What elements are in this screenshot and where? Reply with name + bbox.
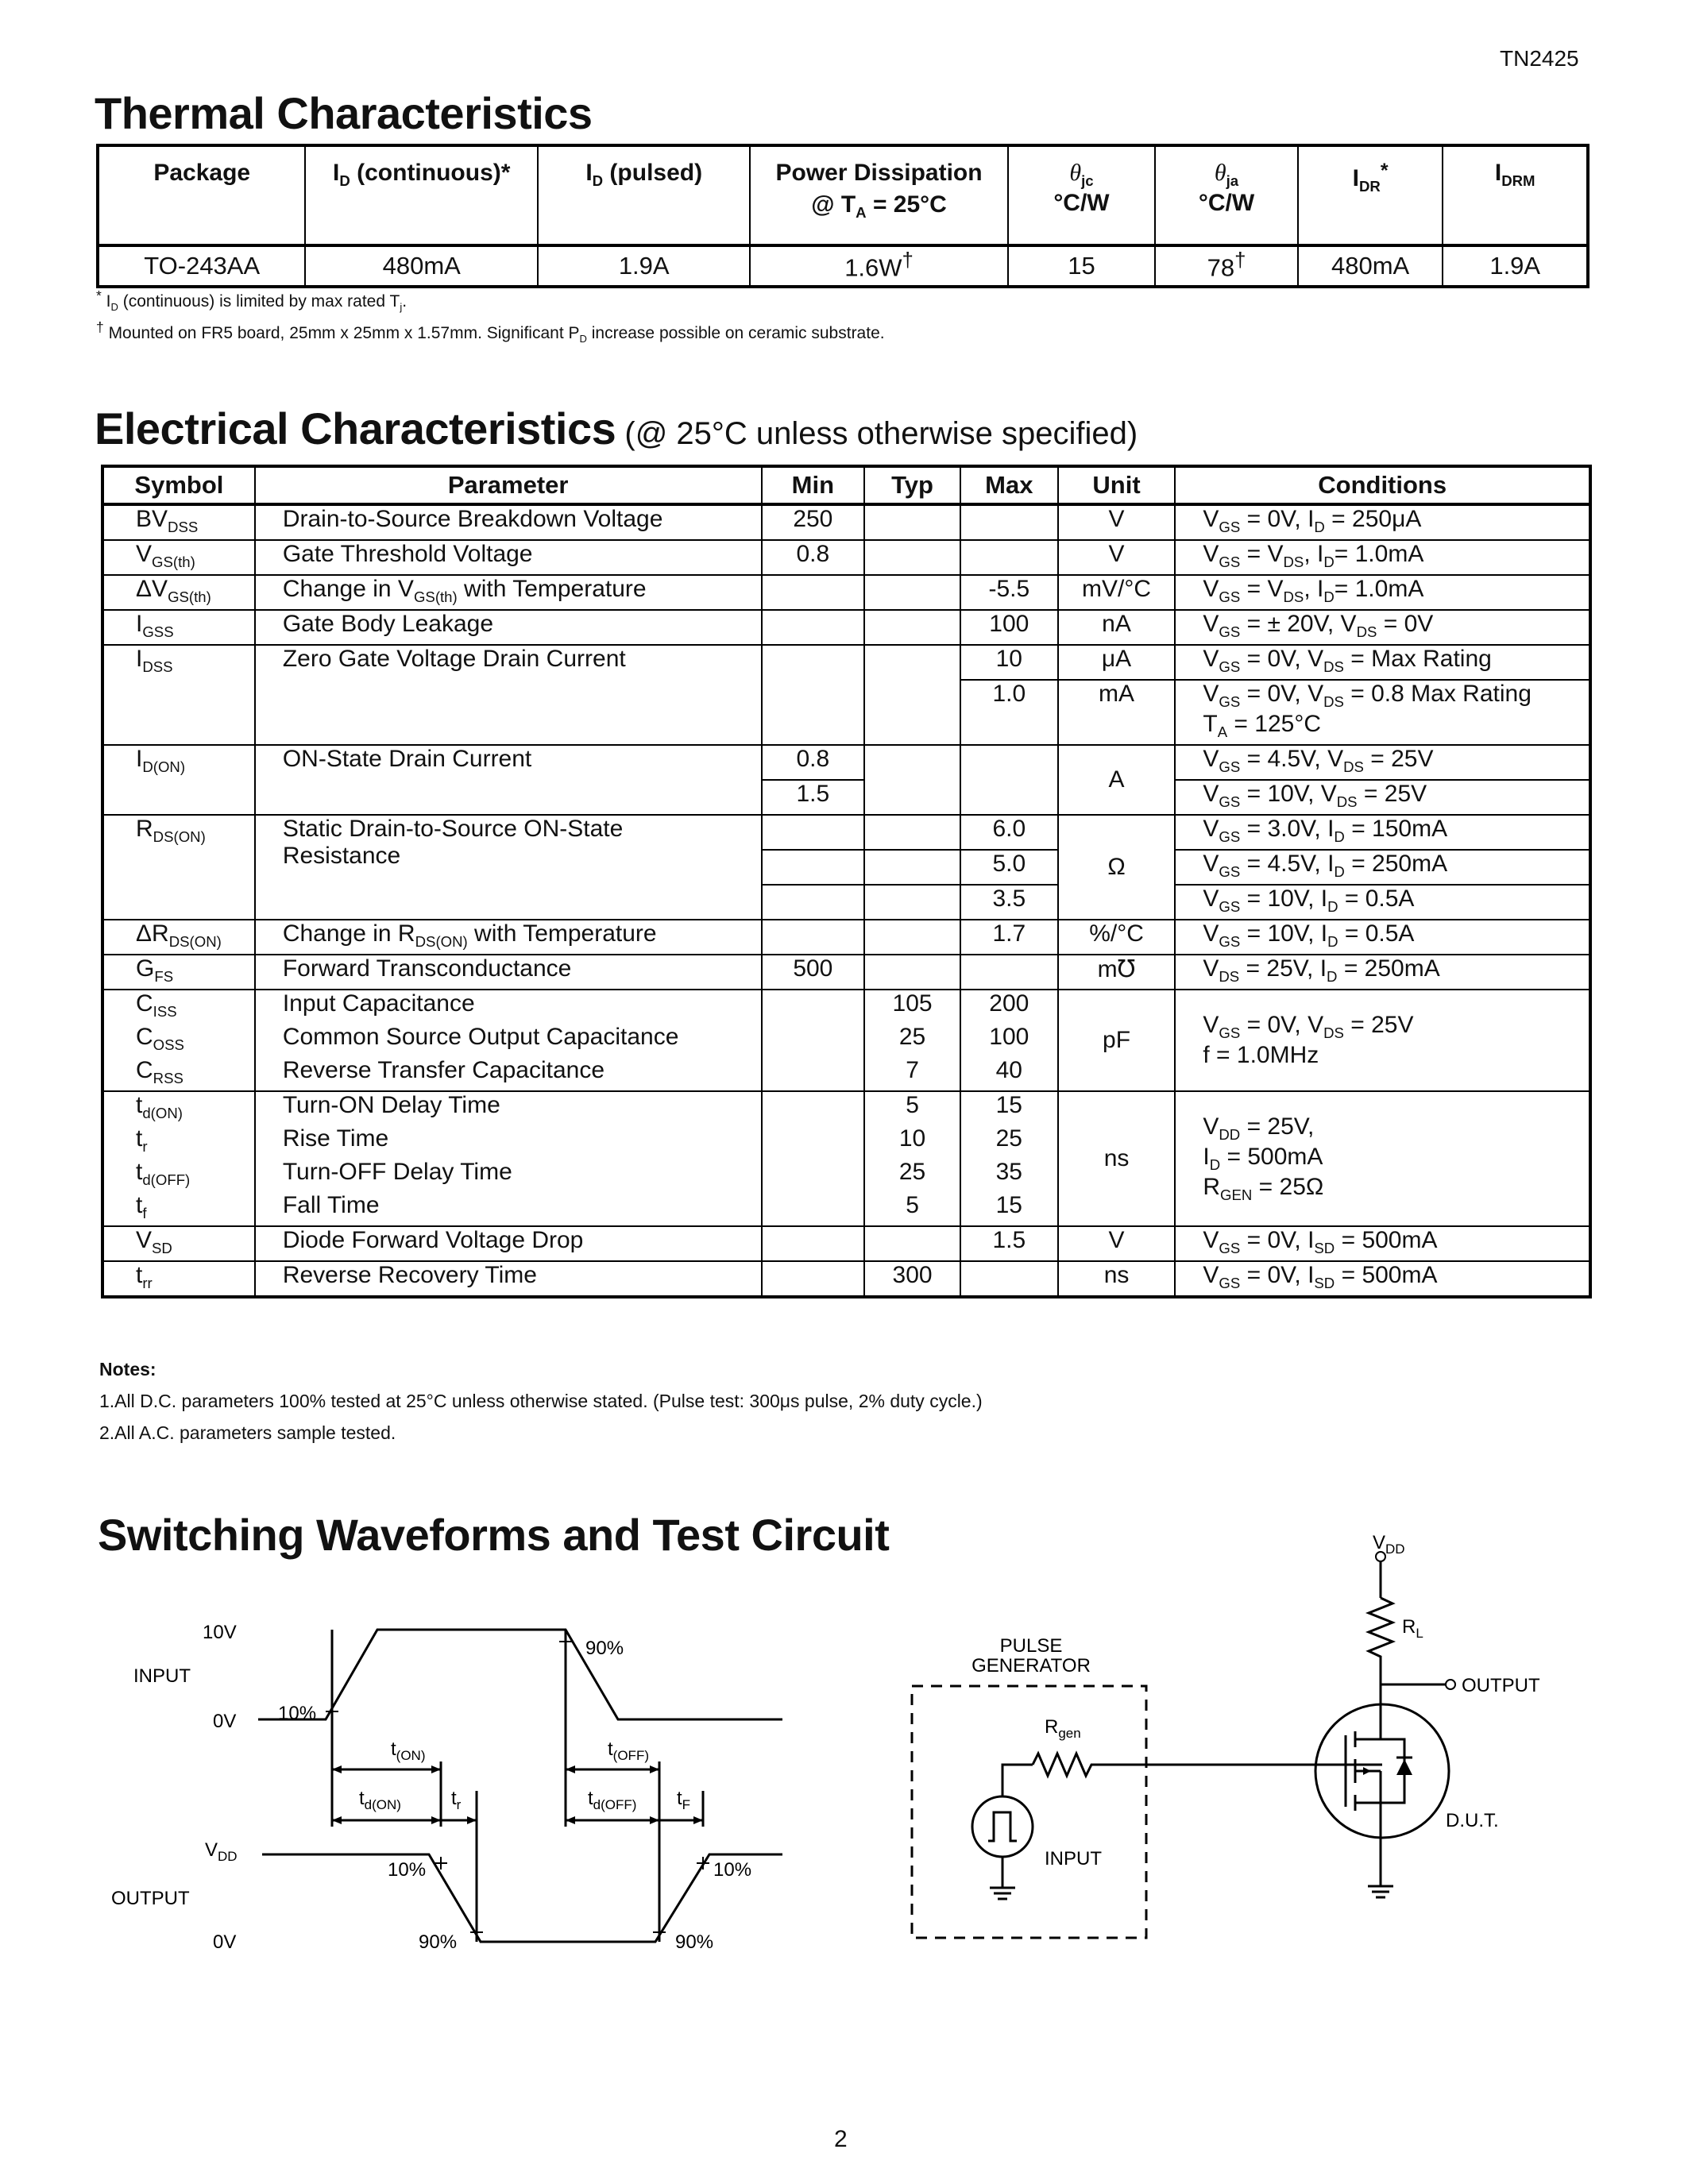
label-out-10pct-b: 10% bbox=[713, 1859, 752, 1881]
pulse-source-icon bbox=[972, 1796, 1033, 1857]
label-toff: $t_{(OFF)}$ bbox=[608, 1738, 649, 1763]
th-parameter: Parameter bbox=[255, 466, 762, 504]
table-row: $t_r$ Rise Time 10 25 bbox=[102, 1125, 1590, 1159]
label-out-90pct: 90% bbox=[419, 1931, 458, 1953]
thermal-note-1: * $I_D$ (continuous) is limited by max rated $T_j$. bbox=[96, 287, 408, 314]
dut-mosfet-icon bbox=[1315, 1704, 1449, 1838]
table-row: $R_{DS(ON)}$ Static Drain-to-Source ON-State Resistance 6.0 Ω $V_{GS} = 3.0V$, $I_D = 150mA$ bbox=[102, 815, 1590, 850]
idrm-value: 1.9A bbox=[1443, 245, 1588, 287]
rgen-resistor bbox=[1033, 1754, 1382, 1776]
th-max: Max bbox=[960, 466, 1058, 504]
table-row: $BV_{DSS}$ Drain-to-Source Breakdown Voltage 250 V $V_{GS} = 0V$, $I_D = 250\mu A$ bbox=[102, 504, 1590, 540]
label-ton: $t_{(ON)}$ bbox=[391, 1738, 426, 1763]
th-idrm: $I_{DRM}$ bbox=[1443, 145, 1588, 245]
label-generator: GENERATOR bbox=[971, 1655, 1091, 1677]
table-row: 3.5 $V_{GS} = 10V$, $I_D = 0.5A$ bbox=[102, 885, 1590, 920]
label-0v-out: 0V bbox=[213, 1931, 237, 1953]
input-waveform bbox=[258, 1630, 782, 1719]
label-90pct: 90% bbox=[585, 1638, 624, 1659]
package-value: TO-243AA bbox=[98, 245, 305, 287]
th-idr: $I_{DR}^*$ bbox=[1298, 145, 1443, 245]
switching-diagram bbox=[0, 1509, 1688, 1985]
table-row: 1.0 mA $V_{GS} = 0V$, $V_{DS} = 0.8$ Max Rating $T_A = 125^\circ C$ bbox=[102, 680, 1590, 745]
table-row: 5.0 $V_{GS} = 4.5V$, $I_D = 250mA$ bbox=[102, 850, 1590, 885]
switching-title: Switching Waveforms and Test Circuit bbox=[98, 1510, 890, 1560]
rl-resistor bbox=[1369, 1598, 1393, 1707]
label-tdon: $t_{d(ON)}$ bbox=[359, 1788, 401, 1812]
output-waveform bbox=[262, 1854, 782, 1942]
label-dut: D.U.T. bbox=[1446, 1810, 1499, 1831]
table-row: $G_{FS}$ Forward Transconductance 500 m℧ $V_{DS} = 25V$, $I_D = 250mA$ bbox=[102, 955, 1590, 990]
th-power-dissipation: Power Dissipation @ $T_A = 25^\circ C$ bbox=[750, 145, 1007, 245]
thermal-row bbox=[98, 245, 1588, 287]
label-10v: 10V bbox=[203, 1622, 237, 1643]
theta-jc-value: 15 bbox=[1008, 245, 1156, 287]
notes bbox=[99, 1353, 983, 1449]
th-theta-ja: $\theta_{ja}$ °C/W bbox=[1155, 145, 1298, 245]
label-tr: $t_r$ bbox=[451, 1788, 462, 1812]
th-unit: Unit bbox=[1058, 466, 1176, 504]
label-input-gen: INPUT bbox=[1045, 1848, 1102, 1870]
table-row: $\Delta V_{GS(th)}$ Change in $V_{GS(th)}$ with Temperature -5.5 mV/°C $V_{GS} = V_{DS}$, $I_D= 1.0mA$ bbox=[102, 575, 1590, 610]
label-tf: $t_F$ bbox=[677, 1788, 691, 1812]
thermal-title: Thermal Characteristics bbox=[95, 88, 593, 138]
note-2: 2.All A.C. parameters sample tested. bbox=[99, 1422, 396, 1443]
label-vdd: $V_{DD}$ bbox=[205, 1839, 238, 1864]
table-row: $V_{SD}$ Diode Forward Voltage Drop 1.5 V $V_{GS} = 0V$, $I_{SD} = 500mA$ bbox=[102, 1226, 1590, 1261]
thermal-note-2: † Mounted on FR5 board, 25mm x 25mm x 1.57mm. Significant $P_D$ increase possible on ceramic substrate. bbox=[96, 319, 885, 345]
table-row: $C_{OSS}$ Common Source Output Capacitance 25 100 bbox=[102, 1024, 1590, 1057]
table-row: $t_{rr}$ Reverse Recovery Time 300 ns $V_{GS} = 0V$, $I_{SD} = 500mA$ bbox=[102, 1261, 1590, 1297]
table-row: $I_{DSS}$ Zero Gate Voltage Drain Current 10 μA $V_{GS} = 0V$, $V_{DS}$ = Max Rating bbox=[102, 645, 1590, 680]
th-id-pulsed: $I_D$ (pulsed) bbox=[538, 145, 750, 245]
th-package: Package bbox=[98, 145, 305, 245]
label-rgen: $R_{gen}$ bbox=[1045, 1716, 1081, 1741]
label-output-circuit: OUTPUT bbox=[1462, 1675, 1540, 1696]
label-0v: 0V bbox=[213, 1711, 237, 1732]
notes-title: Notes: bbox=[99, 1359, 156, 1379]
label-vdd-circuit: $V_{DD}$ bbox=[1373, 1532, 1405, 1557]
th-typ: Typ bbox=[864, 466, 960, 504]
idr-value: 480mA bbox=[1298, 245, 1443, 287]
table-row: $V_{GS(th)}$ Gate Threshold Voltage 0.8 V $V_{GS} = V_{DS}$, $I_D= 1.0mA$ bbox=[102, 540, 1590, 575]
table-row: $I_{GSS}$ Gate Body Leakage 100 nA $V_{GS}$ = ± 20V, $V_{DS} = 0V$ bbox=[102, 610, 1590, 645]
electrical-title: Electrical Characteristics (@ 25°C unless otherwise specified) bbox=[95, 403, 1138, 453]
table-row: $I_{D(ON)}$ ON-State Drain Current 0.8 A $V_{GS} = 4.5V$, $V_{DS} = 25V$ bbox=[102, 745, 1590, 780]
label-tdoff: $t_{d(OFF)}$ bbox=[588, 1788, 637, 1812]
th-id-continuous: $I_D$ (continuous)* bbox=[305, 145, 538, 245]
id-continuous-value: 480mA bbox=[305, 245, 538, 287]
thermal-table bbox=[96, 144, 1590, 288]
table-row: 1.5 $V_{GS} = 10V$, $V_{DS} = 25V$ bbox=[102, 780, 1590, 815]
pd-value: 1.6W† bbox=[750, 245, 1007, 287]
note-1: 1.All D.C. parameters 100% tested at 25°C unless otherwise stated. (Pulse test: 300μs pulse, 2% duty cycle.) bbox=[99, 1391, 983, 1411]
theta-ja-value: 78† bbox=[1155, 245, 1298, 287]
label-10pct: 10% bbox=[278, 1703, 317, 1724]
table-row: $t_f$ Fall Time 5 15 bbox=[102, 1192, 1590, 1226]
label-rl: $R_L$ bbox=[1402, 1616, 1423, 1641]
label-pulse: PULSE bbox=[999, 1635, 1063, 1657]
part-number: TN2425 bbox=[1500, 46, 1579, 71]
electrical-table bbox=[101, 465, 1592, 1298]
th-symbol: Symbol bbox=[102, 466, 255, 504]
label-output: OUTPUT bbox=[111, 1888, 190, 1909]
table-row: $C_{ISS}$ Input Capacitance 105 200 pF $V_{GS} = 0V$, $V_{DS} = 25V$ f = 1.0MHz bbox=[102, 990, 1590, 1024]
table-row: $C_{RSS}$ Reverse Transfer Capacitance 7 40 bbox=[102, 1057, 1590, 1091]
label-out-90pct-b: 90% bbox=[675, 1931, 714, 1953]
table-row: $t_{d(OFF)}$ Turn-OFF Delay Time 25 35 bbox=[102, 1159, 1590, 1192]
label-out-10pct: 10% bbox=[388, 1859, 427, 1881]
th-theta-jc: $\theta_{jc}$ °C/W bbox=[1008, 145, 1156, 245]
id-pulsed-value: 1.9A bbox=[538, 245, 750, 287]
label-input: INPUT bbox=[133, 1665, 191, 1687]
th-min: Min bbox=[762, 466, 865, 504]
page-number: 2 bbox=[834, 2126, 848, 2152]
table-row: $t_{d(ON)}$ Turn-ON Delay Time 5 15 ns $V_{DD} = 25V$, $I_D = 500mA$ $R_{GEN} = 25\Omega$ bbox=[102, 1091, 1590, 1125]
th-conditions: Conditions bbox=[1175, 466, 1590, 504]
table-row: $\Delta R_{DS(ON)}$ Change in $R_{DS(ON)}$ with Temperature 1.7 %/°C $V_{GS} = 10V$, $I_D = 0.5A$ bbox=[102, 920, 1590, 955]
